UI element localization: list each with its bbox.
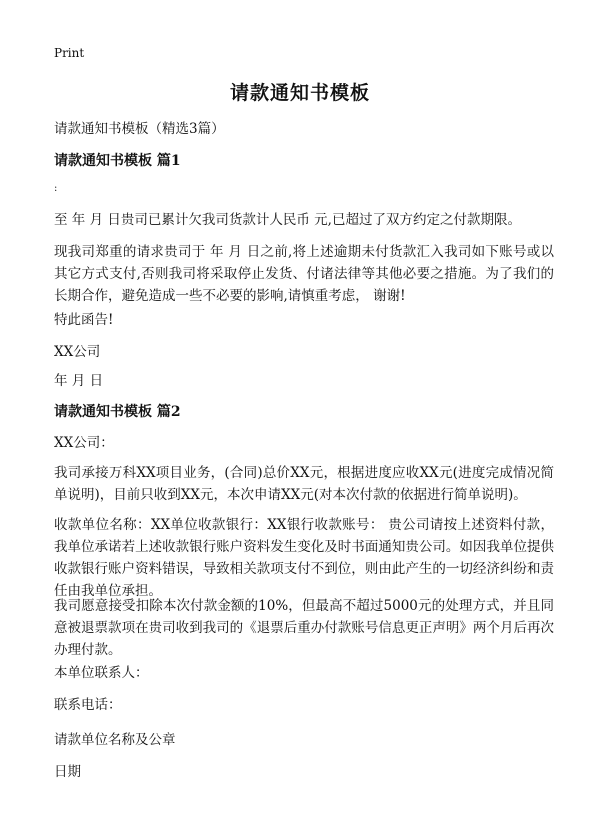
section2-paragraph-1: 我司承接万科XX项目业务，(合同)总价XX元，根据进度应收XX元(进度完成情况简单说明)，目前只收到XX元，本次申请XX元(对本次付款的依据进行简单说明)。 [54,465,554,503]
section1-marker: : [54,183,58,194]
section2-contact-person: 本单位联系人： [54,665,149,681]
section1-date: 年 月 日 [54,373,104,389]
section2-addressee: XX公司： [54,435,114,451]
section1-paragraph-1: 至 年 月 日贵司已累计欠我司货款计人民币 元,已超过了双方约定之付款期限。 [54,212,521,228]
section2-heading: 请款通知书模板 篇2 [54,404,181,420]
section2-company-seal: 请款单位名称及公章 [54,732,176,748]
print-label: Print [54,46,85,60]
section1-company: XX公司 [54,344,101,360]
section1-heading: 请款通知书模板 篇1 [54,153,181,169]
page-title: 请款通知书模板 [229,82,370,104]
section1-paragraph-2: 现我司郑重的请求贵司于 年 月 日之前,将上述逾期未付货款汇入我司如下账号或以其它方式支付,否则我司将采取停止发货、付诸法律等其他必要之措施。为了我们的长期合作，避免造成一些不必要的影响,请慎重考虑， 谢谢! [54,244,554,304]
section2-date: 日期 [54,764,81,780]
section2-paragraph-2: 收款单位名称：XX单位收款银行：XX银行收款账号： 贵公司请按上述资料付款，我单位承诺若上述收款银行账户资料发生变化及时书面通知贵公司。如因我单位提供收款银行账户资料错误，导致相关款项支付不到位，则由此产生的一切经济纠纷和责任由我单位承担。 [54,517,554,599]
doc-subtitle: 请款通知书模板（精选3篇） [54,121,225,137]
section1-closing: 特此函告! [54,312,114,328]
section2-contact-phone: 联系电话： [54,697,122,713]
section2-paragraph-3: 我司愿意接受扣除本次付款金额的10%，但最高不超过5000元的处理方式，并且同意被退票款项在贵司收到我司的《退票后重办付款账号信息更正声明》两个月后再次办理付款。 [54,598,554,658]
